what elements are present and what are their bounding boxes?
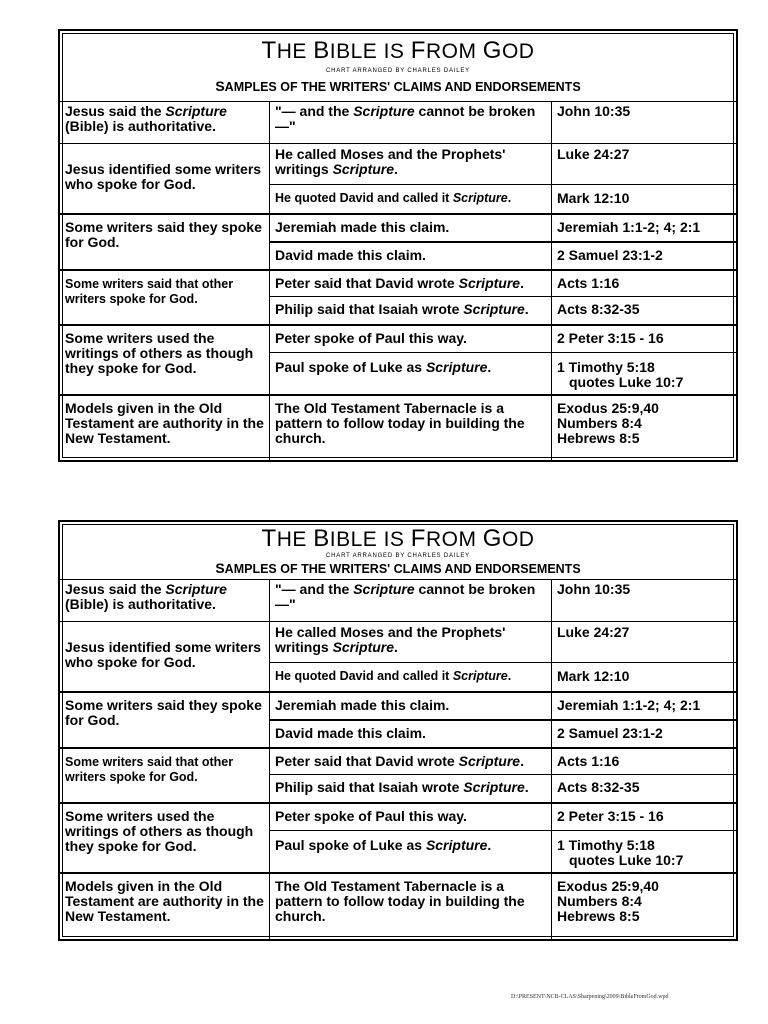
reference-cell: Acts 1:16 bbox=[552, 747, 736, 774]
reference-cell: Jeremiah 1:1-2; 4; 2:1 bbox=[552, 691, 736, 719]
reference-cell: 2 Peter 3:15 - 16 bbox=[552, 324, 736, 352]
reference-cell: Mark 12:10 bbox=[552, 662, 736, 691]
reference-cell: John 10:35 bbox=[557, 103, 631, 119]
claim-cell: Models given in the Old Testament are authority in the New Testament. bbox=[60, 872, 270, 939]
reference-cell: Acts 1:16 bbox=[552, 269, 736, 296]
claim-cell: Jesus said the Scripture (Bible) is authoritative. bbox=[60, 101, 270, 143]
reference-cell: Luke 24:27 bbox=[552, 143, 736, 184]
description-cell: The Old Testament Tabernacle is a pattern to follow today in building the church. bbox=[270, 394, 552, 462]
claim-cell: Some writers said that other writers spoke for God. bbox=[60, 269, 270, 324]
reference-cell: 2 Samuel 23:1-2 bbox=[552, 719, 736, 747]
chart-header bbox=[60, 31, 736, 102]
chart-top bbox=[58, 29, 738, 462]
claim-cell: Jesus said the Scripture (Bible) is authoritative. bbox=[60, 579, 270, 621]
claim-cell: Jesus identified some writers who spoke for God. bbox=[60, 621, 270, 691]
chart-header bbox=[60, 522, 736, 580]
description-cell: Peter spoke of Paul this way. bbox=[270, 324, 552, 352]
description-cell: "— and the Scripture cannot be broken —" bbox=[270, 101, 552, 143]
reference-cell: Exodus 25:9,40 Numbers 8:4 Hebrews 8:5 bbox=[552, 394, 736, 462]
file-path-footer: D:\PRESENT\NCB-CLAS\Sharpening\2009\BibleFromGod.wpd bbox=[511, 994, 669, 1000]
description-cell: Paul spoke of Luke as Scripture. bbox=[270, 830, 552, 872]
claim-cell: Some writers said they spoke for God. bbox=[60, 213, 270, 269]
description-cell: The Old Testament Tabernacle is a pattern to follow today in building the church. bbox=[270, 872, 552, 939]
reference-cell: 1 Timothy 5:18 quotes Luke 10:7 bbox=[552, 352, 736, 394]
description-cell: Jeremiah made this claim. bbox=[270, 691, 552, 719]
reference-cell: Acts 8:32-35 bbox=[552, 774, 736, 802]
reference-cell: 1 Timothy 5:18 quotes Luke 10:7 bbox=[552, 830, 736, 872]
chart-credit: CHART ARRANGED BY CHARLES DAILEY bbox=[326, 553, 470, 559]
description-cell: David made this claim. bbox=[270, 241, 552, 269]
chart-title: THE BIBLE IS FROM GOD bbox=[261, 525, 535, 552]
description-cell: Philip said that Isaiah wrote Scripture. bbox=[270, 774, 552, 802]
claim-cell: Models given in the Old Testament are authority in the New Testament. bbox=[60, 394, 270, 462]
claim-cell: Some writers said that other writers spoke for God. bbox=[60, 747, 270, 802]
claim-cell: Some writers used the writings of others as though they spoke for God. bbox=[60, 324, 270, 394]
claim-cell: Jesus identified some writers who spoke for God. bbox=[60, 143, 270, 213]
reference-cell: Acts 8:32-35 bbox=[552, 296, 736, 324]
description-cell: Peter spoke of Paul this way. bbox=[270, 802, 552, 830]
chart-subtitle: SAMPLES OF THE WRITERS' CLAIMS AND ENDORSEMENTS bbox=[215, 560, 581, 576]
description-cell: Philip said that Isaiah wrote Scripture. bbox=[270, 296, 552, 324]
reference-cell: Jeremiah 1:1-2; 4; 2:1 bbox=[552, 213, 736, 241]
description-cell: David made this claim. bbox=[270, 719, 552, 747]
description-cell: Jeremiah made this claim. bbox=[270, 213, 552, 241]
description-cell: He called Moses and the Prophets' writings Scripture. bbox=[270, 143, 552, 184]
description-cell: Paul spoke of Luke as Scripture. bbox=[270, 352, 552, 394]
claim-cell: Some writers used the writings of others as though they spoke for God. bbox=[60, 802, 270, 872]
reference-cell: Mark 12:10 bbox=[552, 184, 736, 213]
chart-credit: CHART ARRANGED BY CHARLES DAILEY bbox=[326, 68, 470, 74]
description-cell: He called Moses and the Prophets' writings Scripture. bbox=[270, 621, 552, 662]
description-cell: He quoted David and called it Scripture. bbox=[270, 662, 552, 691]
reference-cell: John 10:35 bbox=[557, 581, 631, 597]
reference-cell: 2 Samuel 23:1-2 bbox=[552, 241, 736, 269]
description-cell: Peter said that David wrote Scripture. bbox=[270, 747, 552, 774]
description-cell: Peter said that David wrote Scripture. bbox=[270, 269, 552, 296]
description-cell: "— and the Scripture cannot be broken —" bbox=[270, 579, 552, 621]
reference-cell: Exodus 25:9,40 Numbers 8:4 Hebrews 8:5 bbox=[552, 872, 736, 939]
chart-title: THE BIBLE IS FROM GOD bbox=[261, 37, 535, 64]
chart-subtitle: SAMPLES OF THE WRITERS' CLAIMS AND ENDORSEMENTS bbox=[215, 78, 581, 94]
description-cell: He quoted David and called it Scripture. bbox=[270, 184, 552, 213]
chart-bottom bbox=[58, 520, 738, 941]
reference-cell: 2 Peter 3:15 - 16 bbox=[552, 802, 736, 830]
claim-cell: Some writers said they spoke for God. bbox=[60, 691, 270, 747]
reference-cell: Luke 24:27 bbox=[552, 621, 736, 662]
